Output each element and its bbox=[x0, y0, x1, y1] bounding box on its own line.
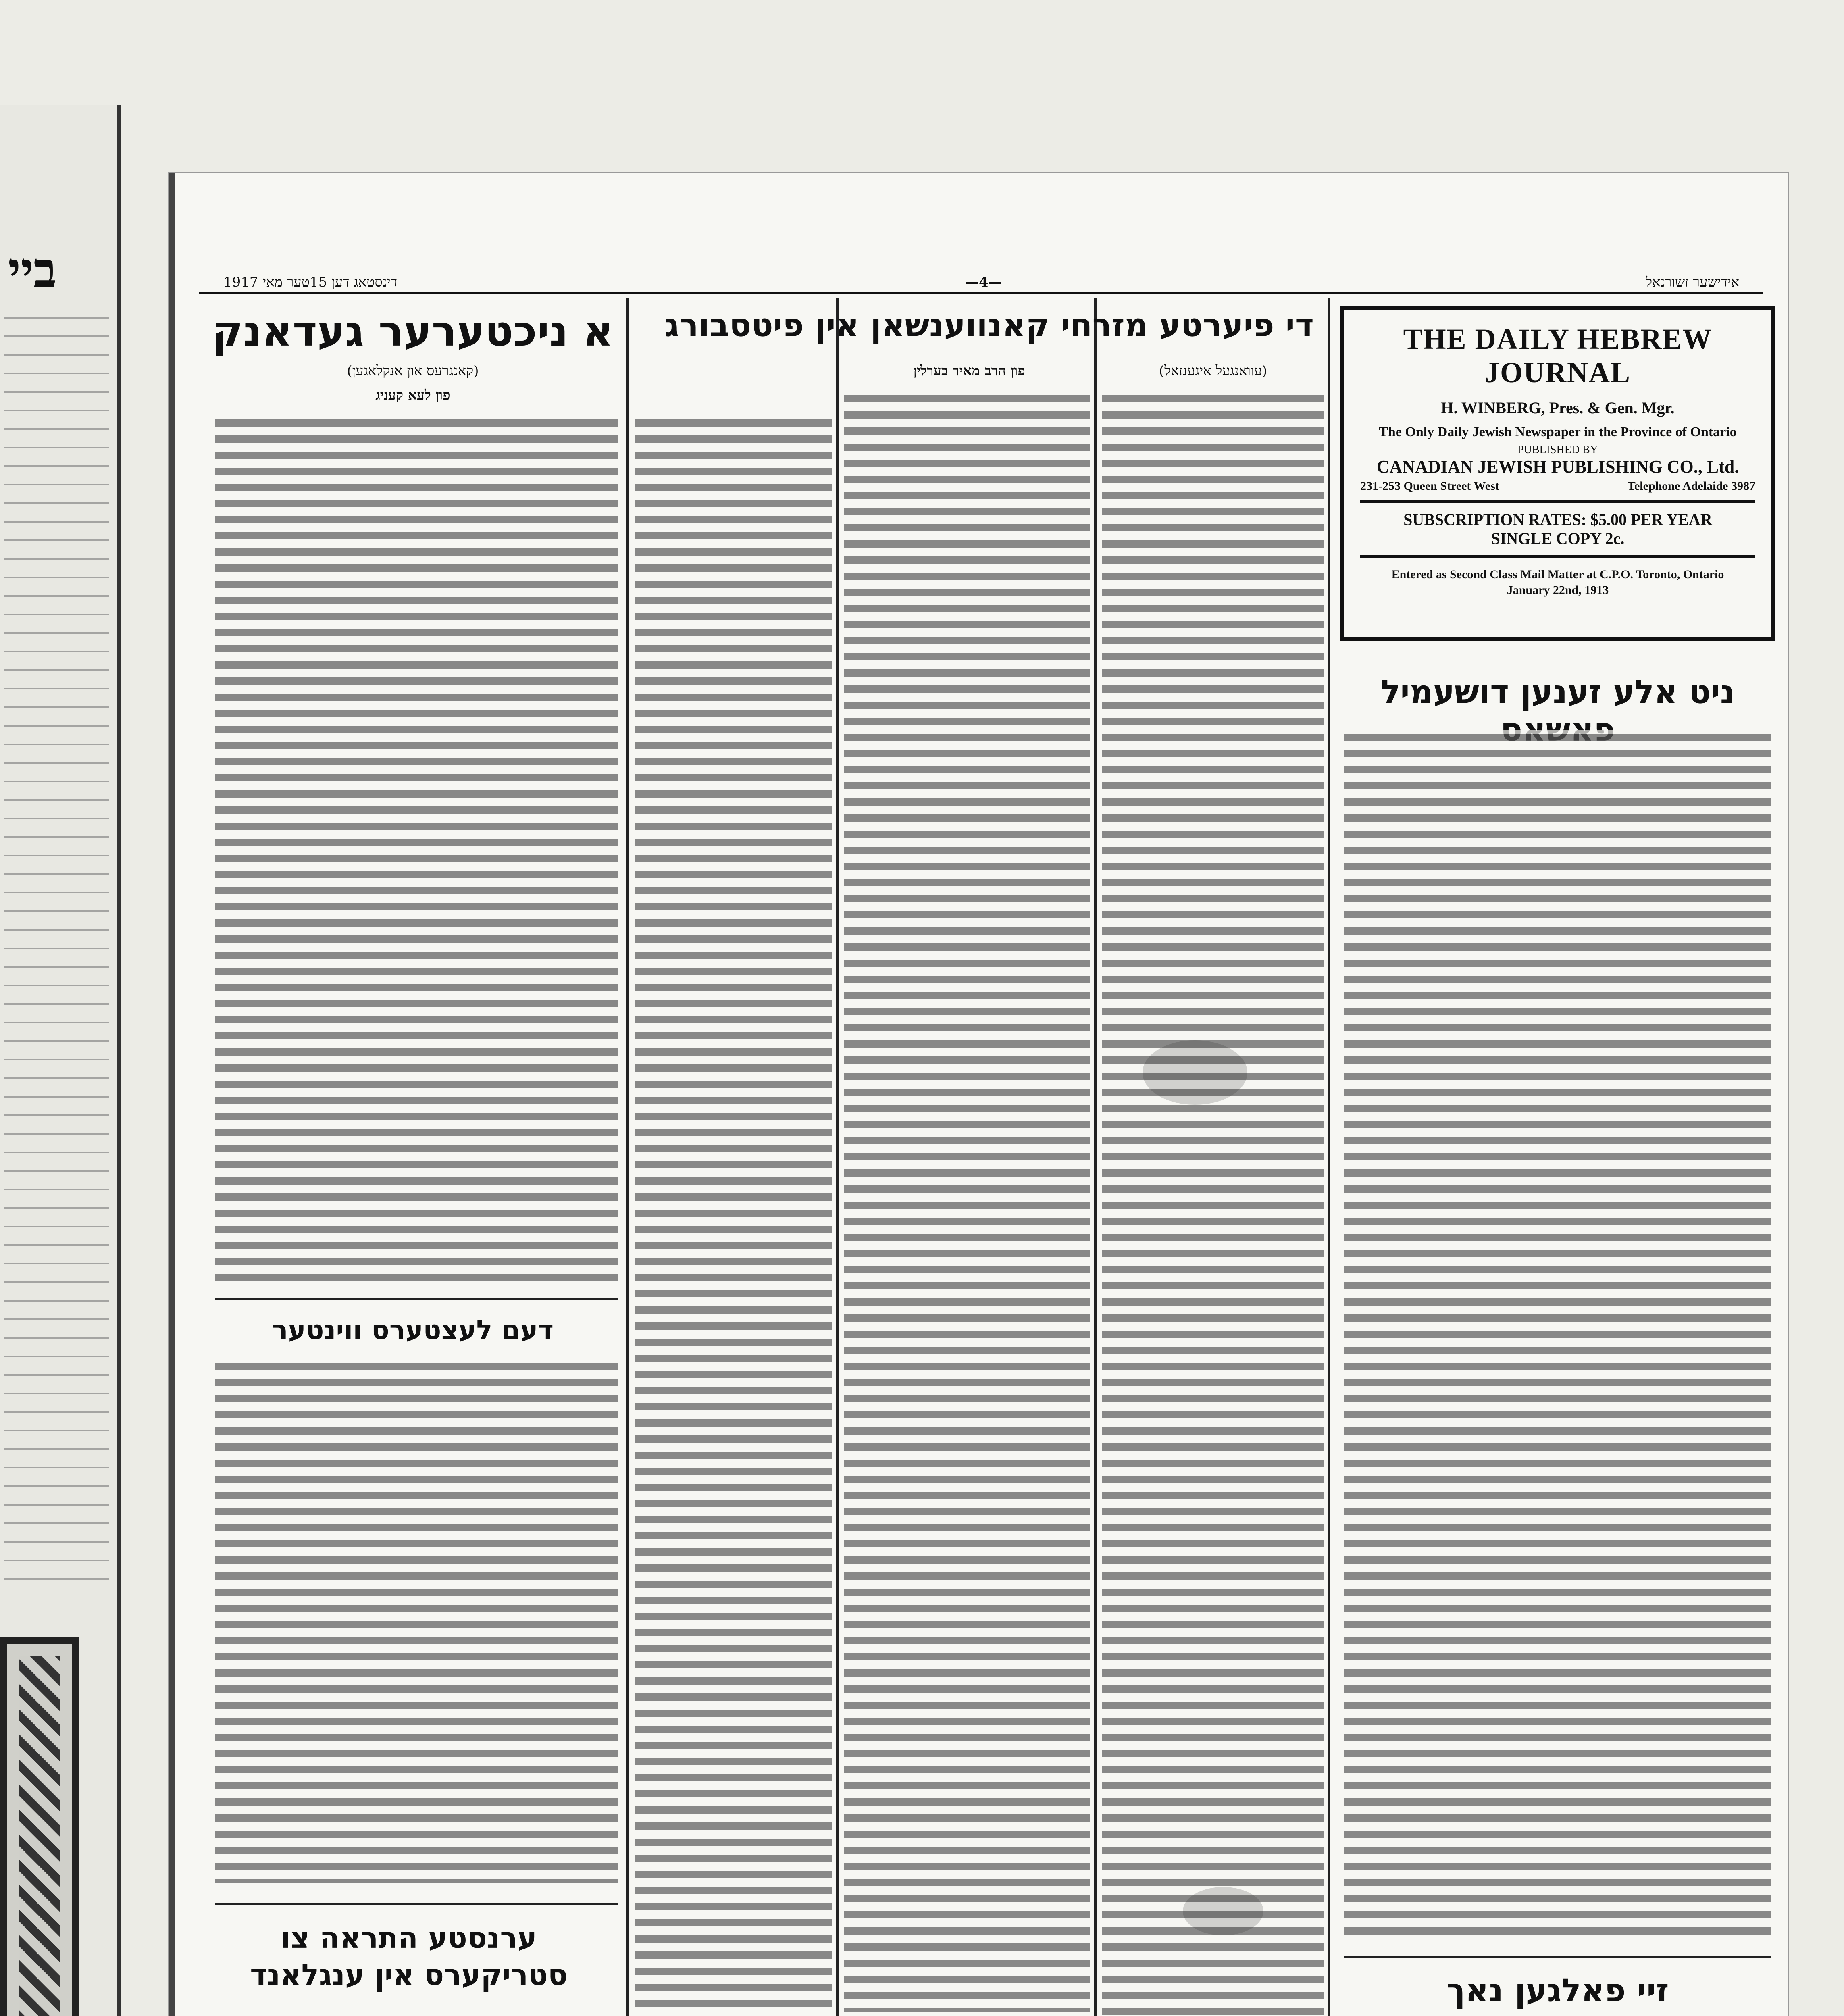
adjacent-page-ad-border bbox=[0, 1637, 79, 2016]
lower-right-headline: זיי פאלגען נאך bbox=[1446, 1972, 1669, 2009]
mid-left-headline: דעם לעצטערס ווינטער bbox=[272, 1314, 554, 1345]
journal-address: 231-253 Queen Street West bbox=[1360, 479, 1499, 493]
journal-title: THE DAILY HEBREW JOURNAL bbox=[1403, 323, 1713, 389]
adjacent-page-strip bbox=[0, 105, 121, 2016]
newspaper-page bbox=[169, 173, 1788, 2016]
left-article-headline: א ניכטערער געדאנק bbox=[212, 306, 614, 356]
column-rule bbox=[1094, 298, 1097, 2016]
adjacent-page-heading: ביי bbox=[8, 242, 57, 299]
journal-descriptor: The Only Daily Jewish Newspaper in the Province of Ontario bbox=[1379, 425, 1737, 439]
adjacent-page-text bbox=[4, 306, 109, 1597]
column-rule bbox=[836, 298, 839, 2016]
journal-company: CANADIAN JEWISH PUBLISHING CO., Ltd. bbox=[1376, 456, 1739, 477]
mid-left-body bbox=[215, 1359, 618, 1883]
journal-subscription: SUBSCRIPTION RATES: $5.00 PER YEAR bbox=[1403, 510, 1712, 529]
journal-telephone: Telephone Adelaide 3987 bbox=[1627, 479, 1755, 493]
scan-smudge bbox=[1183, 1887, 1263, 1935]
center-article-headline: די פיערטע מזרחי קאנווענשאן אין פיטסבורג bbox=[664, 306, 1314, 344]
journal-entered-date: January 22nd, 1913 bbox=[1507, 583, 1609, 597]
journal-contact bbox=[1360, 479, 1755, 493]
scan-smudge bbox=[1143, 1040, 1247, 1105]
divider bbox=[215, 1903, 618, 1905]
column-rule bbox=[626, 298, 629, 2016]
header-page-number: —4— bbox=[965, 274, 1002, 290]
left-article-subtitle: (קאנגרעס און אנקלאגען) bbox=[347, 363, 479, 379]
journal-single-copy: SINGLE COPY 2c. bbox=[1491, 529, 1625, 548]
page-header bbox=[199, 274, 1763, 294]
lower-left-headline: ערנסטע התראה צו סטריקערס אין ענגלאנד bbox=[250, 1921, 568, 1992]
editorial-headline: ניט אלע זענען דושעמיל bbox=[1380, 673, 1735, 711]
right-article-subtitle: (עוואנגעל איגענזאל) bbox=[1159, 363, 1267, 379]
journal-published-by: PUBLISHED BY bbox=[1517, 443, 1598, 456]
header-date: דינסטאג דען 15טער מאי 1917 bbox=[223, 274, 398, 290]
left-article-byline: פון לעא קעניג bbox=[375, 387, 450, 403]
center-article-byline: פון הרב מאיר בערלין bbox=[913, 363, 1025, 379]
divider bbox=[1344, 1956, 1771, 1958]
center-article-body bbox=[844, 391, 1090, 2012]
journal-entered: Entered as Second Class Mail Matter at C.P.O. Toronto, Ontario bbox=[1391, 567, 1724, 581]
header-paper-title: אידישער זשורנאל bbox=[1646, 274, 1739, 290]
column-rule bbox=[1328, 298, 1330, 2016]
journal-info-box bbox=[1340, 306, 1775, 641]
editorial-body bbox=[1344, 730, 1771, 1939]
column-two-body bbox=[635, 415, 832, 2016]
journal-manager: H. WINBERG, Pres. & Gen. Mgr. bbox=[1441, 399, 1675, 417]
divider bbox=[215, 1298, 618, 1300]
right-article-body bbox=[1102, 391, 1324, 2016]
left-article-body bbox=[215, 415, 618, 1286]
